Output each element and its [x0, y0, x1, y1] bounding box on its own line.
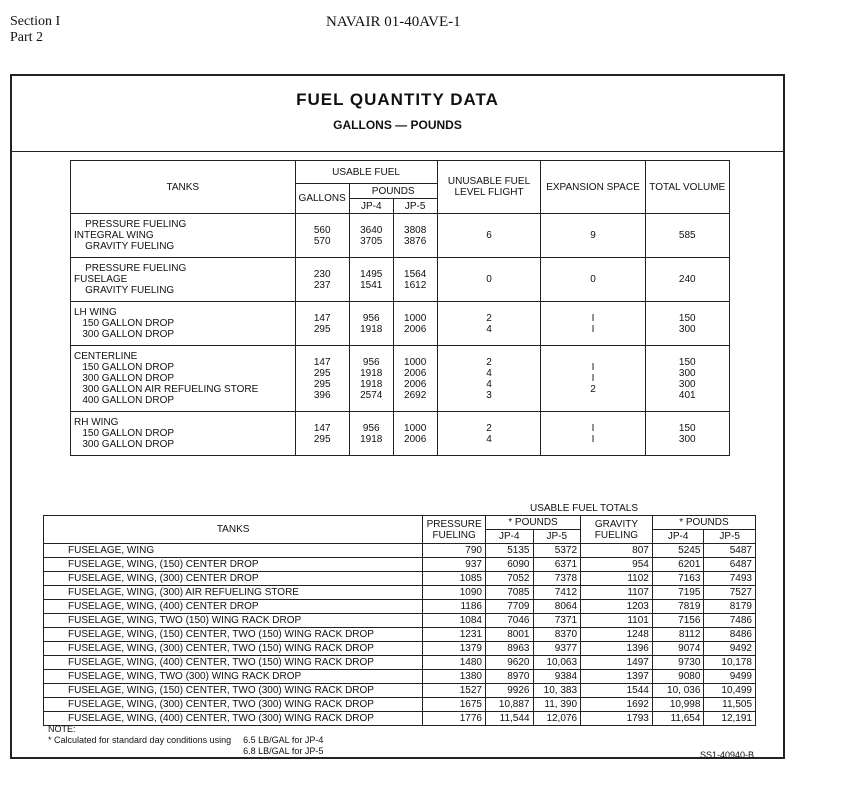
- cell-gallons: [295, 302, 349, 346]
- cell-line: 3640: [360, 224, 383, 236]
- cell-line: 1564: [404, 268, 427, 280]
- totals-value: 1102: [581, 572, 653, 586]
- totals-value: 11,544: [485, 712, 533, 726]
- cell-jp5: [393, 258, 437, 302]
- cell-unusable: [437, 302, 541, 346]
- totals-value: 10,178: [704, 656, 756, 670]
- totals-value: 10,499: [704, 684, 756, 698]
- totals-value: 7195: [652, 586, 704, 600]
- totals-tank-name: FUSELAGE, WING, (300) CENTER, TWO (150) WING RACK DROP: [44, 642, 423, 656]
- cell-line: 3705: [360, 235, 383, 247]
- cell-line: 0: [486, 274, 492, 285]
- cell-line: 1000: [404, 312, 427, 324]
- cell-tank: [71, 302, 296, 346]
- tank-row: [71, 214, 730, 258]
- cell-line: I: [591, 362, 595, 373]
- cell-line: 400 GALLON DROP: [74, 395, 175, 406]
- cell-tank: [71, 412, 296, 456]
- cell-line: 295: [313, 433, 331, 445]
- t2-col-jp4-b: JP-4: [652, 530, 704, 544]
- cell-line: 4: [486, 367, 492, 379]
- totals-value: 9377: [533, 642, 581, 656]
- totals-value: 954: [581, 558, 653, 572]
- totals-row: [44, 614, 756, 628]
- cell-line: CENTERLINE: [74, 351, 138, 362]
- totals-value: 11,505: [704, 698, 756, 712]
- cell-line: 150 GALLON DROP: [74, 362, 175, 373]
- cell-line: 0: [590, 274, 596, 285]
- note-jp5: 6.8 LB/GAL for JP-5: [243, 746, 324, 756]
- section-label: [10, 14, 60, 46]
- tank-row: [71, 258, 730, 302]
- totals-value: 9620: [485, 656, 533, 670]
- cell-unusable: [437, 258, 541, 302]
- totals-value: 8963: [485, 642, 533, 656]
- cell-line: 1918: [360, 433, 383, 445]
- cell-line: 3876: [404, 235, 427, 247]
- cell-expansion: [541, 214, 645, 258]
- totals-value: 10,063: [533, 656, 581, 670]
- totals-value: 9384: [533, 670, 581, 684]
- totals-value: 1101: [581, 614, 653, 628]
- cell-line: 4: [486, 433, 492, 445]
- totals-value: 7046: [485, 614, 533, 628]
- cell-line: 956: [362, 312, 380, 324]
- cell-line: 147: [313, 422, 331, 434]
- totals-value: 1776: [423, 712, 486, 726]
- cell-line: 1541: [360, 279, 383, 291]
- cell-line: 1918: [360, 378, 383, 390]
- cell-expansion: [541, 412, 645, 456]
- cell-line: 6: [486, 230, 492, 241]
- totals-value: 7493: [704, 572, 756, 586]
- cell-jp4: [349, 214, 393, 258]
- cell-line: GRAVITY FUELING: [74, 241, 175, 252]
- totals-value: 8179: [704, 600, 756, 614]
- cell-gallons: [295, 258, 349, 302]
- cell-jp5: [393, 412, 437, 456]
- totals-row: [44, 698, 756, 712]
- totals-row: [44, 670, 756, 684]
- t2-col-gravity: GRAVITY FUELING: [581, 516, 653, 544]
- cell-line: 150 GALLON DROP: [74, 318, 175, 329]
- col-gallons: GALLONS: [295, 184, 349, 214]
- totals-row: [44, 600, 756, 614]
- totals-tank-name: FUSELAGE, WING, (300) CENTER, TWO (300) WING RACK DROP: [44, 698, 423, 712]
- col-tanks: TANKS: [71, 161, 296, 214]
- col-expansion: EXPANSION SPACE: [541, 161, 645, 214]
- cell-line: 300: [678, 323, 696, 335]
- cell-unusable: [437, 346, 541, 412]
- col-jp5: JP-5: [393, 199, 437, 214]
- totals-row: [44, 684, 756, 698]
- cell-line: 585: [678, 230, 696, 241]
- cell-jp4: [349, 412, 393, 456]
- tank-row: [71, 412, 730, 456]
- totals-value: 6201: [652, 558, 704, 572]
- t2-col-pounds-gravity: * POUNDS: [652, 516, 755, 530]
- cell-line: 240: [678, 274, 696, 285]
- cell-line: 300: [678, 433, 696, 445]
- t2-col-jp5-a: JP-5: [533, 530, 581, 544]
- cell-line: I: [591, 312, 595, 324]
- cell-gallons: [295, 412, 349, 456]
- cell-line: 4: [486, 323, 492, 335]
- cell-total: [645, 412, 729, 456]
- totals-value: 12,191: [704, 712, 756, 726]
- t2-col-pressure: PRESSURE FUELING: [423, 516, 486, 544]
- totals-value: 7052: [485, 572, 533, 586]
- totals-value: 1396: [581, 642, 653, 656]
- col-usable-fuel: USABLE FUEL: [295, 161, 437, 184]
- note-jp4: 6.5 LB/GAL for JP-4: [243, 735, 324, 745]
- cell-jp5: [393, 214, 437, 258]
- totals-tank-name: FUSELAGE, WING, (150) CENTER, TWO (150) WING RACK DROP: [44, 628, 423, 642]
- totals-value: 7085: [485, 586, 533, 600]
- totals-value: 11,654: [652, 712, 704, 726]
- cell-jp4: [349, 302, 393, 346]
- cell-line: 2: [486, 422, 492, 434]
- totals-value: 1231: [423, 628, 486, 642]
- cell-line: RH WING: [74, 417, 119, 428]
- totals-tank-name: FUSELAGE, WING, (150) CENTER, TWO (300) WING RACK DROP: [44, 684, 423, 698]
- cell-line: 2006: [404, 323, 427, 335]
- totals-value: 11, 390: [533, 698, 581, 712]
- totals-value: 6371: [533, 558, 581, 572]
- cell-jp4: [349, 258, 393, 302]
- totals-tank-name: FUSELAGE, WING, (300) CENTER DROP: [44, 572, 423, 586]
- totals-tank-name: FUSELAGE, WING, TWO (300) WING RACK DROP: [44, 670, 423, 684]
- totals-tank-name: FUSELAGE, WING, (400) CENTER, TWO (300) WING RACK DROP: [44, 712, 423, 726]
- cell-line: 1918: [360, 323, 383, 335]
- cell-line: PRESSURE FUELING: [74, 263, 187, 274]
- totals-value: 5135: [485, 544, 533, 558]
- totals-value: 9492: [704, 642, 756, 656]
- cell-line: 2: [486, 356, 492, 368]
- totals-value: 9499: [704, 670, 756, 684]
- cell-line: 3: [486, 389, 492, 401]
- totals-value: 6487: [704, 558, 756, 572]
- col-pounds: POUNDS: [349, 184, 437, 199]
- cell-line: 3808: [404, 224, 427, 236]
- totals-tank-name: FUSELAGE, WING, (400) CENTER DROP: [44, 600, 423, 614]
- section-text: Section I: [10, 14, 61, 29]
- cell-total: [645, 302, 729, 346]
- cell-line: 230: [313, 268, 331, 280]
- totals-value: 1675: [423, 698, 486, 712]
- cell-line: 2574: [360, 389, 383, 401]
- col-jp4: JP-4: [349, 199, 393, 214]
- fuel-quantity-table: [70, 160, 730, 456]
- totals-value: 1203: [581, 600, 653, 614]
- totals-value: 9074: [652, 642, 704, 656]
- totals-value: 1544: [581, 684, 653, 698]
- cell-jp5: [393, 302, 437, 346]
- cell-jp4: [349, 346, 393, 412]
- cell-line: 300: [678, 367, 696, 379]
- totals-value: 10,998: [652, 698, 704, 712]
- totals-value: 790: [423, 544, 486, 558]
- totals-value: 7163: [652, 572, 704, 586]
- cell-line: 300 GALLON DROP: [74, 329, 175, 340]
- cell-line: 1495: [360, 268, 383, 280]
- cell-line: 295: [313, 378, 331, 390]
- cell-line: 2006: [404, 378, 427, 390]
- part-text: Part 2: [10, 30, 44, 45]
- totals-value: 807: [581, 544, 653, 558]
- cell-line: I: [591, 422, 595, 434]
- col-total: TOTAL VOLUME: [645, 161, 729, 214]
- totals-value: 8001: [485, 628, 533, 642]
- cell-gallons: [295, 346, 349, 412]
- totals-value: 1090: [423, 586, 486, 600]
- cell-line: 560: [313, 224, 331, 236]
- cell-line: 295: [313, 367, 331, 379]
- cell-line: 150: [678, 312, 696, 324]
- totals-row: [44, 656, 756, 670]
- cell-expansion: [541, 302, 645, 346]
- cell-expansion: [541, 258, 645, 302]
- t2-col-jp5-b: JP-5: [704, 530, 756, 544]
- totals-value: 1692: [581, 698, 653, 712]
- t2-col-pounds-pressure: * POUNDS: [485, 516, 580, 530]
- totals-value: 10, 036: [652, 684, 704, 698]
- totals-value: 1186: [423, 600, 486, 614]
- totals-value: 10,887: [485, 698, 533, 712]
- cell-tank: [71, 258, 296, 302]
- totals-value: 8112: [652, 628, 704, 642]
- totals-row: [44, 544, 756, 558]
- totals-value: 1527: [423, 684, 486, 698]
- totals-value: 9926: [485, 684, 533, 698]
- totals-value: 1793: [581, 712, 653, 726]
- totals-value: 7709: [485, 600, 533, 614]
- cell-line: INTEGRAL WING: [74, 230, 154, 241]
- cell-total: [645, 346, 729, 412]
- totals-value: 1379: [423, 642, 486, 656]
- totals-value: 1085: [423, 572, 486, 586]
- totals-value: 1480: [423, 656, 486, 670]
- totals-value: 7412: [533, 586, 581, 600]
- figure-ref: SS1-40940-B: [700, 750, 755, 760]
- totals-value: 12,076: [533, 712, 581, 726]
- totals-value: 1497: [581, 656, 653, 670]
- totals-tank-name: FUSELAGE, WING: [44, 544, 423, 558]
- totals-value: 8370: [533, 628, 581, 642]
- totals-value: 8486: [704, 628, 756, 642]
- totals-value: 7378: [533, 572, 581, 586]
- cell-line: 956: [362, 356, 380, 368]
- cell-line: 2006: [404, 433, 427, 445]
- cell-line: 401: [678, 389, 696, 401]
- totals-value: 937: [423, 558, 486, 572]
- totals-tank-name: FUSELAGE, WING, (300) AIR REFUELING STORE: [44, 586, 423, 600]
- totals-value: 5487: [704, 544, 756, 558]
- cell-tank: [71, 214, 296, 258]
- cell-line: 237: [313, 279, 331, 291]
- totals-row: [44, 628, 756, 642]
- cell-line: 2: [590, 384, 596, 395]
- tank-row: [71, 302, 730, 346]
- totals-tank-name: FUSELAGE, WING, (150) CENTER DROP: [44, 558, 423, 572]
- cell-line: 1000: [404, 356, 427, 368]
- tank-row: [71, 346, 730, 412]
- totals-tank-name: FUSELAGE, WING, TWO (150) WING RACK DROP: [44, 614, 423, 628]
- note-block: [48, 724, 323, 757]
- cell-line: 300 GALLON DROP: [74, 373, 175, 384]
- totals-value: 7156: [652, 614, 704, 628]
- cell-line: 1918: [360, 367, 383, 379]
- usable-fuel-totals-table: [43, 515, 756, 726]
- cell-jp5: [393, 346, 437, 412]
- cell-tank: [71, 346, 296, 412]
- cell-line: 150: [678, 356, 696, 368]
- cell-line: 4: [486, 378, 492, 390]
- page-title: FUEL QUANTITY DATA: [296, 90, 499, 109]
- totals-value: 8064: [533, 600, 581, 614]
- totals-row: [44, 558, 756, 572]
- totals-value: 7371: [533, 614, 581, 628]
- totals-value: 9080: [652, 670, 704, 684]
- note-label: NOTE:: [48, 724, 76, 734]
- cell-line: 2006: [404, 367, 427, 379]
- totals-value: 7819: [652, 600, 704, 614]
- totals-value: 1107: [581, 586, 653, 600]
- cell-line: I: [591, 433, 595, 445]
- cell-line: FUSELAGE: [74, 274, 128, 285]
- cell-line: LH WING: [74, 307, 117, 318]
- totals-value: 7486: [704, 614, 756, 628]
- cell-line: 300: [678, 378, 696, 390]
- doc-id: NAVAIR 01-40AVE-1: [326, 14, 461, 30]
- totals-value: 10, 383: [533, 684, 581, 698]
- totals-value: 1397: [581, 670, 653, 684]
- totals-value: 1084: [423, 614, 486, 628]
- cell-line: I: [591, 323, 595, 335]
- totals-value: 8970: [485, 670, 533, 684]
- cell-line: 300 GALLON AIR REFUELING STORE: [74, 384, 259, 395]
- cell-line: 1612: [404, 279, 427, 291]
- totals-caption: USABLE FUEL TOTALS: [530, 503, 639, 514]
- cell-line: 150 GALLON DROP: [74, 428, 175, 439]
- cell-total: [645, 214, 729, 258]
- cell-line: GRAVITY FUELING: [74, 285, 175, 296]
- totals-value: 9730: [652, 656, 704, 670]
- cell-line: 1000: [404, 422, 427, 434]
- cell-line: 2: [486, 312, 492, 324]
- totals-value: 7527: [704, 586, 756, 600]
- cell-total: [645, 258, 729, 302]
- totals-row: [44, 642, 756, 656]
- totals-row: [44, 572, 756, 586]
- cell-line: 396: [313, 389, 331, 401]
- cell-expansion: [541, 346, 645, 412]
- cell-line: 295: [313, 323, 331, 335]
- cell-gallons: [295, 214, 349, 258]
- cell-line: I: [591, 373, 595, 384]
- cell-line: PRESSURE FUELING: [74, 219, 187, 230]
- cell-unusable: [437, 214, 541, 258]
- totals-tank-name: FUSELAGE, WING, (400) CENTER, TWO (150) WING RACK DROP: [44, 656, 423, 670]
- cell-line: 300 GALLON DROP: [74, 439, 175, 450]
- totals-value: 1248: [581, 628, 653, 642]
- totals-value: 5372: [533, 544, 581, 558]
- cell-line: 147: [313, 356, 331, 368]
- note-text: * Calculated for standard day conditions using: [48, 735, 232, 745]
- t2-col-jp4-a: JP-4: [485, 530, 533, 544]
- cell-line: 956: [362, 422, 380, 434]
- col-unusable: UNUSABLE FUEL LEVEL FLIGHT: [437, 161, 541, 214]
- cell-line: 147: [313, 312, 331, 324]
- totals-value: 6090: [485, 558, 533, 572]
- page-subtitle: GALLONS — POUNDS: [333, 118, 462, 132]
- t2-col-tanks: TANKS: [44, 516, 423, 544]
- cell-line: 570: [313, 235, 331, 247]
- cell-line: 9: [590, 230, 596, 241]
- totals-value: 5245: [652, 544, 704, 558]
- cell-line: 150: [678, 422, 696, 434]
- cell-line: 2692: [404, 389, 427, 401]
- totals-value: 1380: [423, 670, 486, 684]
- cell-unusable: [437, 412, 541, 456]
- totals-row: [44, 586, 756, 600]
- title-band: [12, 76, 783, 152]
